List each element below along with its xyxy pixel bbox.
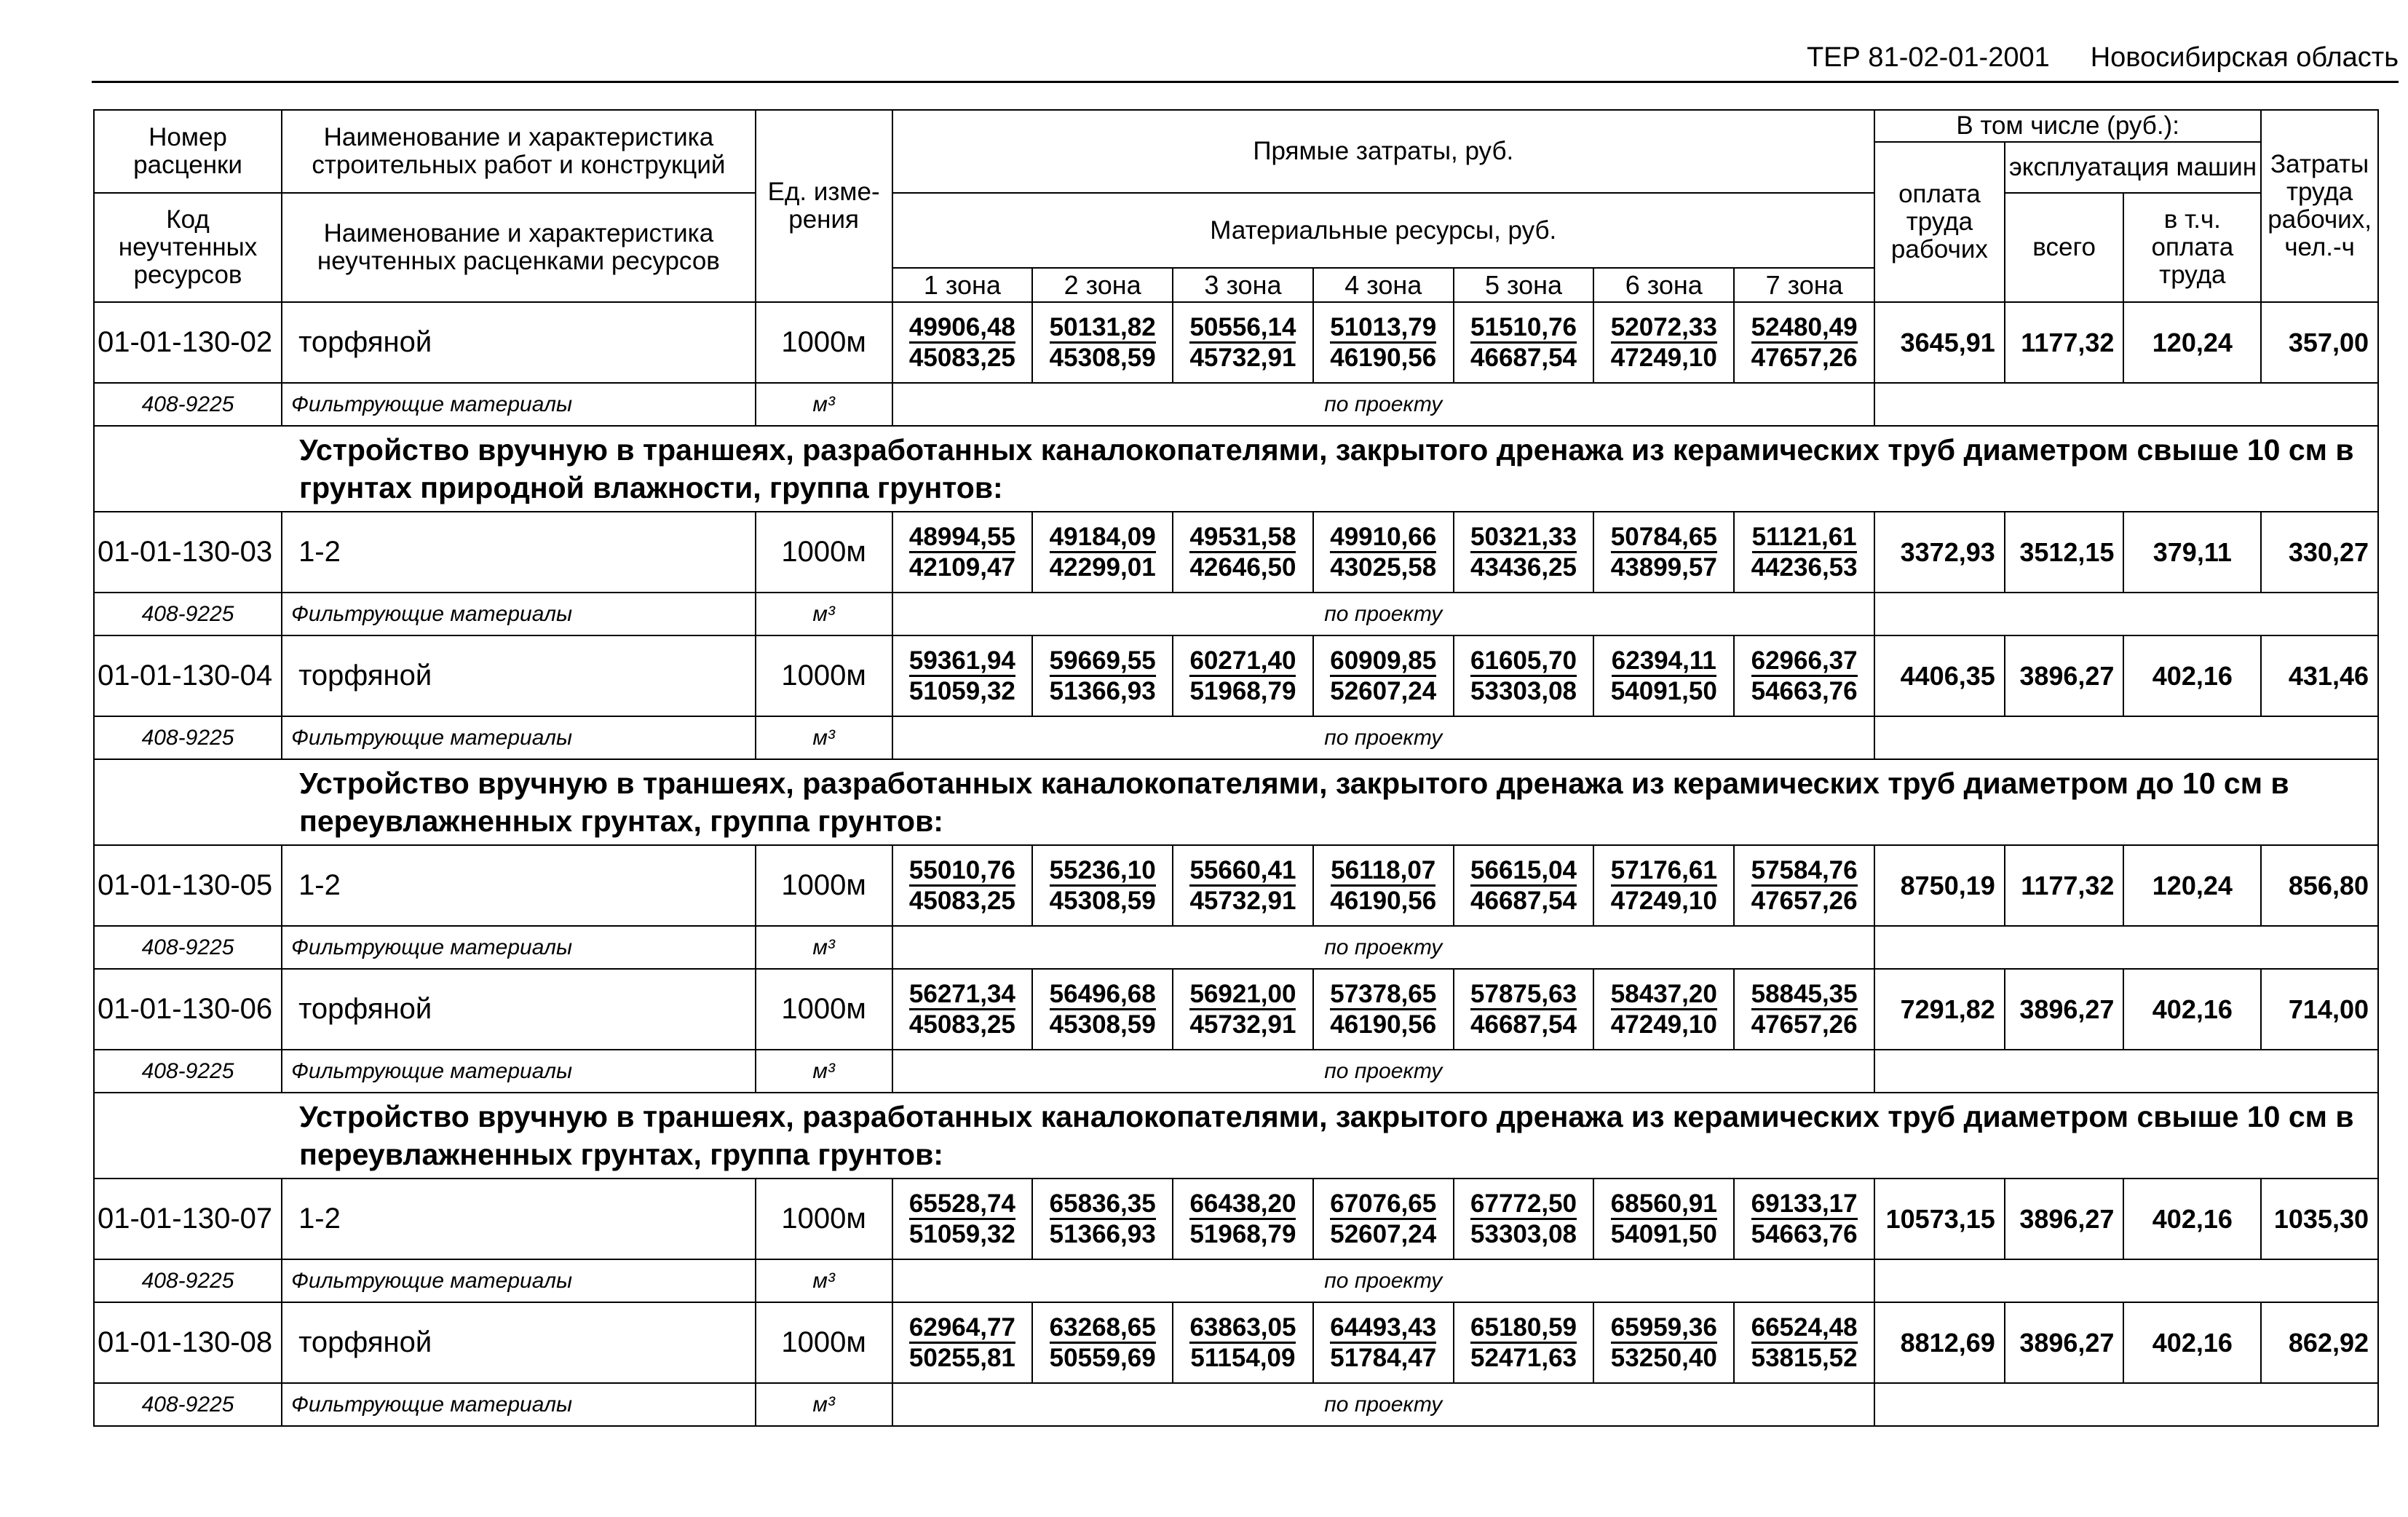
zone-price-cell: [1734, 302, 1874, 383]
material-cost-value: 42646,50: [1189, 553, 1296, 582]
zone-price-cell: [1032, 1179, 1173, 1259]
col-resource-code: Код неучтенных ресурсов: [94, 193, 282, 302]
unit: 1000м: [756, 635, 892, 716]
empty-cell: [1874, 1383, 2378, 1426]
unit: 1000м: [756, 512, 892, 593]
labor-hours-value: 862,92: [2261, 1302, 2378, 1383]
direct-cost-value: 57875,63: [1470, 981, 1577, 1010]
direct-cost-value: 56271,34: [909, 981, 1015, 1010]
zone-price-cell: [1734, 512, 1874, 593]
direct-cost-value: 64493,43: [1330, 1314, 1436, 1344]
col-machine-total: всего: [2005, 193, 2124, 302]
zone-price-cell: [892, 512, 1033, 593]
material-cost-value: 43025,58: [1330, 553, 1437, 582]
direct-cost-value: 55236,10: [1050, 857, 1156, 887]
direct-cost-value: 60271,40: [1189, 647, 1296, 677]
zone-header: 5 зона: [1454, 268, 1594, 302]
direct-cost-value: 57584,76: [1751, 857, 1858, 887]
direct-cost-value: 49184,09: [1050, 523, 1156, 553]
rate-row: [94, 845, 2378, 926]
resource-unit: м³: [756, 1050, 892, 1093]
empty-cell: [1874, 1259, 2378, 1302]
direct-cost-value: 55010,76: [909, 857, 1015, 887]
resource-unit: м³: [756, 593, 892, 635]
zone-price-cell: [1454, 1179, 1594, 1259]
material-cost-value: 47249,10: [1610, 1010, 1717, 1039]
resource-name: Фильтрующие материалы: [282, 1259, 756, 1302]
rate-row: [94, 1179, 2378, 1259]
rate-code: 01-01-130-05: [94, 845, 282, 926]
labor-hours-value: 330,27: [2261, 512, 2378, 593]
unit: 1000м: [756, 302, 892, 383]
rate-row: [94, 302, 2378, 383]
resource-name: Фильтрующие материалы: [282, 383, 756, 426]
zone-price-cell: [1173, 512, 1313, 593]
header-divider: [92, 81, 2399, 83]
material-cost-value: 47657,26: [1751, 887, 1858, 915]
zone-price-cell: [1734, 1179, 1874, 1259]
resource-name: Фильтрующие материалы: [282, 593, 756, 635]
direct-cost-value: 63268,65: [1050, 1314, 1156, 1344]
direct-cost-value: 58437,20: [1611, 981, 1717, 1010]
material-cost-value: 54091,50: [1610, 1220, 1717, 1248]
direct-cost-value: 58845,35: [1751, 981, 1858, 1010]
material-cost-value: 45308,59: [1049, 887, 1156, 915]
direct-cost-value: 63863,05: [1189, 1314, 1296, 1344]
document-code: ТЕР 81-02-01-2001: [1806, 42, 2050, 73]
col-work-name: Наименование и характеристика строительных работ и конструкций: [282, 110, 756, 193]
section-title: Устройство вручную в траншеях, разработанных каналокопателями, закрытого дренажа из керамических труб диаметром свыше 10 см в переувлажненных грунтах, группа грунтов:: [282, 1093, 2378, 1179]
direct-cost-value: 60909,85: [1330, 647, 1436, 677]
zone-header: 2 зона: [1032, 268, 1173, 302]
empty-cell: [1874, 593, 2378, 635]
direct-cost-value: 49531,58: [1189, 523, 1296, 553]
machine-labor-value: 402,16: [2123, 1179, 2261, 1259]
rates-table: [93, 109, 2379, 1427]
zone-price-cell: [1313, 1302, 1454, 1383]
resource-code: 408-9225: [94, 716, 282, 759]
work-name: торфяной: [282, 1302, 756, 1383]
labor-pay-value: 8812,69: [1874, 1302, 2005, 1383]
resource-unit: м³: [756, 1383, 892, 1426]
resource-row: [94, 383, 2378, 426]
labor-pay-value: 8750,19: [1874, 845, 2005, 926]
resource-row: [94, 593, 2378, 635]
material-cost-value: 51059,32: [908, 1220, 1015, 1248]
zone-price-cell: [892, 302, 1033, 383]
material-cost-value: 43899,57: [1610, 553, 1717, 582]
resource-note: по проекту: [892, 716, 1875, 759]
direct-cost-value: 59669,55: [1050, 647, 1156, 677]
labor-pay-value: 4406,35: [1874, 635, 2005, 716]
material-cost-value: 46687,54: [1470, 1010, 1577, 1039]
material-cost-value: 51366,93: [1049, 677, 1156, 705]
machine-labor-value: 402,16: [2123, 969, 2261, 1050]
direct-cost-value: 56118,07: [1331, 857, 1435, 887]
direct-cost-value: 66524,48: [1751, 1314, 1858, 1344]
resource-code: 408-9225: [94, 593, 282, 635]
resource-note: по проекту: [892, 383, 1875, 426]
resource-name: Фильтрующие материалы: [282, 926, 756, 969]
empty-cell: [1874, 1050, 2378, 1093]
zone-price-cell: [1032, 512, 1173, 593]
zone-price-cell: [1313, 635, 1454, 716]
direct-cost-value: 65180,59: [1470, 1314, 1577, 1344]
zone-price-cell: [1454, 845, 1594, 926]
zone-price-cell: [1454, 969, 1594, 1050]
region-name: Новосибирская область: [2090, 42, 2399, 73]
zone-price-cell: [1173, 969, 1313, 1050]
unit: 1000м: [756, 845, 892, 926]
resource-unit: м³: [756, 383, 892, 426]
direct-cost-value: 62964,77: [909, 1314, 1015, 1344]
resource-code: 408-9225: [94, 1259, 282, 1302]
resource-row: [94, 1050, 2378, 1093]
zone-price-cell: [1593, 512, 1734, 593]
material-cost-value: 45732,91: [1189, 344, 1296, 372]
resource-note: по проекту: [892, 593, 1875, 635]
labor-pay-value: 3372,93: [1874, 512, 2005, 593]
machine-labor-value: 120,24: [2123, 845, 2261, 926]
direct-cost-value: 67772,50: [1470, 1190, 1577, 1220]
empty-cell: [94, 426, 282, 512]
material-cost-value: 50559,69: [1049, 1344, 1156, 1372]
col-unit: Ед. изме-рения: [756, 110, 892, 302]
direct-cost-value: 50321,33: [1470, 523, 1577, 553]
resource-note: по проекту: [892, 1050, 1875, 1093]
material-cost-value: 53303,08: [1470, 1220, 1577, 1248]
zone-price-cell: [1032, 845, 1173, 926]
col-material-resources: Материальные ресурсы, руб.: [892, 193, 1875, 268]
zone-price-cell: [1173, 1179, 1313, 1259]
rate-code: 01-01-130-03: [94, 512, 282, 593]
resource-unit: м³: [756, 716, 892, 759]
resource-code: 408-9225: [94, 1050, 282, 1093]
labor-pay-value: 10573,15: [1874, 1179, 2005, 1259]
direct-cost-value: 52072,33: [1611, 314, 1717, 344]
unit: 1000м: [756, 1179, 892, 1259]
material-cost-value: 51968,79: [1189, 1220, 1296, 1248]
document-header: [1807, 42, 2399, 74]
col-machine-operation: эксплуатация машин: [2005, 142, 2261, 193]
empty-cell: [1874, 383, 2378, 426]
work-name: торфяной: [282, 969, 756, 1050]
machine-total-value: 3896,27: [2005, 635, 2124, 716]
direct-cost-value: 62966,37: [1751, 647, 1858, 677]
direct-cost-value: 59361,94: [909, 647, 1015, 677]
resource-name: Фильтрующие материалы: [282, 1050, 756, 1093]
direct-cost-value: 48994,55: [909, 523, 1015, 553]
direct-cost-value: 56496,68: [1050, 981, 1156, 1010]
unit: 1000м: [756, 969, 892, 1050]
resource-unit: м³: [756, 1259, 892, 1302]
material-cost-value: 53815,52: [1751, 1344, 1858, 1372]
zone-price-cell: [892, 969, 1033, 1050]
zone-price-cell: [1593, 969, 1734, 1050]
zone-price-cell: [1173, 635, 1313, 716]
zone-price-cell: [1593, 845, 1734, 926]
col-resource-name: Наименование и характеристика неучтенных расценками ресурсов: [282, 193, 756, 302]
rate-code: 01-01-130-06: [94, 969, 282, 1050]
empty-cell: [94, 1093, 282, 1179]
material-cost-value: 45083,25: [908, 887, 1015, 915]
machine-total-value: 3896,27: [2005, 1179, 2124, 1259]
zone-price-cell: [1734, 1302, 1874, 1383]
work-name: 1-2: [282, 845, 756, 926]
material-cost-value: 45308,59: [1049, 1010, 1156, 1039]
material-cost-value: 46687,54: [1470, 344, 1577, 372]
machine-total-value: 1177,32: [2005, 302, 2124, 383]
material-cost-value: 53303,08: [1470, 677, 1577, 705]
labor-hours-value: 1035,30: [2261, 1179, 2378, 1259]
zone-price-cell: [892, 1302, 1033, 1383]
direct-cost-value: 56615,04: [1470, 857, 1577, 887]
material-cost-value: 51366,93: [1049, 1220, 1156, 1248]
direct-cost-value: 57378,65: [1330, 981, 1436, 1010]
resource-row: [94, 716, 2378, 759]
machine-labor-value: 120,24: [2123, 302, 2261, 383]
resource-note: по проекту: [892, 1259, 1875, 1302]
material-cost-value: 54091,50: [1610, 677, 1717, 705]
material-cost-value: 50255,81: [908, 1344, 1015, 1372]
material-cost-value: 47657,26: [1751, 344, 1858, 372]
material-cost-value: 45732,91: [1189, 887, 1296, 915]
direct-cost-value: 50784,65: [1611, 523, 1717, 553]
direct-cost-value: 66438,20: [1189, 1190, 1296, 1220]
zone-price-cell: [1593, 302, 1734, 383]
zone-header: 1 зона: [892, 268, 1033, 302]
rate-code: 01-01-130-04: [94, 635, 282, 716]
direct-cost-value: 61605,70: [1470, 647, 1577, 677]
material-cost-value: 46687,54: [1470, 887, 1577, 915]
direct-cost-value: 65959,36: [1611, 1314, 1717, 1344]
material-cost-value: 45308,59: [1049, 344, 1156, 372]
direct-cost-value: 67076,65: [1330, 1190, 1436, 1220]
direct-cost-value: 50556,14: [1189, 314, 1296, 344]
zone-header: 7 зона: [1734, 268, 1874, 302]
direct-cost-value: 52480,49: [1751, 314, 1858, 344]
resource-code: 408-9225: [94, 926, 282, 969]
direct-cost-value: 65528,74: [909, 1190, 1015, 1220]
direct-cost-value: 51121,61: [1752, 523, 1857, 553]
resource-row: [94, 1259, 2378, 1302]
direct-cost-value: 68560,91: [1611, 1190, 1717, 1220]
material-cost-value: 47249,10: [1610, 887, 1717, 915]
rate-row: [94, 635, 2378, 716]
col-direct-costs: Прямые затраты, руб.: [892, 110, 1875, 193]
rate-row: [94, 512, 2378, 593]
resource-unit: м³: [756, 926, 892, 969]
zone-price-cell: [1313, 969, 1454, 1050]
labor-hours-value: 431,46: [2261, 635, 2378, 716]
resource-row: [94, 926, 2378, 969]
zone-price-cell: [1454, 1302, 1594, 1383]
work-name: торфяной: [282, 635, 756, 716]
col-rate-number: Номер расценки: [94, 110, 282, 193]
resource-code: 408-9225: [94, 1383, 282, 1426]
resource-row: [94, 1383, 2378, 1426]
zone-price-cell: [1593, 1302, 1734, 1383]
rate-row: [94, 969, 2378, 1050]
zone-header: 4 зона: [1313, 268, 1454, 302]
resource-name: Фильтрующие материалы: [282, 716, 756, 759]
zone-price-cell: [1454, 512, 1594, 593]
machine-total-value: 3896,27: [2005, 1302, 2124, 1383]
zone-price-cell: [1173, 1302, 1313, 1383]
rate-code: 01-01-130-07: [94, 1179, 282, 1259]
machine-labor-value: 402,16: [2123, 635, 2261, 716]
zone-price-cell: [1734, 969, 1874, 1050]
zone-price-cell: [1313, 1179, 1454, 1259]
col-including: В том числе (руб.):: [1874, 110, 2261, 142]
zone-header: 6 зона: [1593, 268, 1734, 302]
section-row: [94, 1093, 2378, 1179]
material-cost-value: 51059,32: [908, 677, 1015, 705]
zone-price-cell: [1032, 1302, 1173, 1383]
section-title: Устройство вручную в траншеях, разработанных каналокопателями, закрытого дренажа из керамических труб диаметром до 10 см в переувлажненных грунтах, группа грунтов:: [282, 759, 2378, 845]
zone-price-cell: [1454, 635, 1594, 716]
material-cost-value: 46190,56: [1330, 344, 1437, 372]
zone-price-cell: [1454, 302, 1594, 383]
zone-price-cell: [1173, 302, 1313, 383]
material-cost-value: 54663,76: [1751, 677, 1858, 705]
empty-cell: [94, 759, 282, 845]
section-title: Устройство вручную в траншеях, разработанных каналокопателями, закрытого дренажа из керамических труб диаметром свыше 10 см в грунтах природной влажности, группа грунтов:: [282, 426, 2378, 512]
direct-cost-value: 55660,41: [1189, 857, 1296, 887]
zone-price-cell: [1734, 845, 1874, 926]
material-cost-value: 52471,63: [1470, 1344, 1577, 1372]
material-cost-value: 47657,26: [1751, 1010, 1858, 1039]
direct-cost-value: 65836,35: [1050, 1190, 1156, 1220]
zone-price-cell: [1032, 302, 1173, 383]
labor-hours-value: 714,00: [2261, 969, 2378, 1050]
machine-total-value: 1177,32: [2005, 845, 2124, 926]
material-cost-value: 44236,53: [1751, 553, 1858, 582]
resource-name: Фильтрующие материалы: [282, 1383, 756, 1426]
empty-cell: [1874, 926, 2378, 969]
work-name: торфяной: [282, 302, 756, 383]
labor-hours-value: 856,80: [2261, 845, 2378, 926]
zone-price-cell: [1313, 845, 1454, 926]
rate-code: 01-01-130-08: [94, 1302, 282, 1383]
material-cost-value: 53250,40: [1610, 1344, 1717, 1372]
material-cost-value: 54663,76: [1751, 1220, 1858, 1248]
material-cost-value: 45732,91: [1189, 1010, 1296, 1039]
machine-total-value: 3512,15: [2005, 512, 2124, 593]
material-cost-value: 52607,24: [1330, 1220, 1437, 1248]
machine-total-value: 3896,27: [2005, 969, 2124, 1050]
col-labor-hours: Затраты труда рабочих, чел.-ч: [2261, 110, 2378, 302]
material-cost-value: 46190,56: [1330, 887, 1437, 915]
section-row: [94, 759, 2378, 845]
material-cost-value: 47249,10: [1610, 344, 1717, 372]
material-cost-value: 51154,09: [1190, 1344, 1296, 1372]
direct-cost-value: 50131,82: [1050, 314, 1156, 344]
machine-labor-value: 402,16: [2123, 1302, 2261, 1383]
zone-price-cell: [1313, 302, 1454, 383]
direct-cost-value: 51013,79: [1330, 314, 1436, 344]
material-cost-value: 51968,79: [1189, 677, 1296, 705]
resource-note: по проекту: [892, 926, 1875, 969]
direct-cost-value: 51510,76: [1470, 314, 1577, 344]
material-cost-value: 46190,56: [1330, 1010, 1437, 1039]
work-name: 1-2: [282, 512, 756, 593]
material-cost-value: 45083,25: [908, 344, 1015, 372]
material-cost-value: 43436,25: [1470, 553, 1577, 582]
labor-hours-value: 357,00: [2261, 302, 2378, 383]
zone-price-cell: [1593, 635, 1734, 716]
direct-cost-value: 57176,61: [1611, 857, 1717, 887]
zone-price-cell: [1173, 845, 1313, 926]
section-row: [94, 426, 2378, 512]
material-cost-value: 51784,47: [1330, 1344, 1437, 1372]
direct-cost-value: 69133,17: [1751, 1190, 1858, 1220]
rate-code: 01-01-130-02: [94, 302, 282, 383]
col-labor-pay: оплата труда рабочих: [1874, 142, 2005, 302]
direct-cost-value: 62394,11: [1612, 647, 1716, 677]
zone-price-cell: [1593, 1179, 1734, 1259]
unit: 1000м: [756, 1302, 892, 1383]
rate-row: [94, 1302, 2378, 1383]
zone-header: 3 зона: [1173, 268, 1313, 302]
labor-pay-value: 3645,91: [1874, 302, 2005, 383]
col-machine-labor: в т.ч. оплата труда: [2123, 193, 2261, 302]
resource-note: по проекту: [892, 1383, 1875, 1426]
machine-labor-value: 379,11: [2123, 512, 2261, 593]
labor-pay-value: 7291,82: [1874, 969, 2005, 1050]
material-cost-value: 42299,01: [1049, 553, 1156, 582]
zone-price-cell: [892, 845, 1033, 926]
direct-cost-value: 56921,00: [1189, 981, 1296, 1010]
zone-price-cell: [1032, 635, 1173, 716]
zone-price-cell: [892, 1179, 1033, 1259]
material-cost-value: 42109,47: [908, 553, 1015, 582]
zone-price-cell: [1734, 635, 1874, 716]
material-cost-value: 52607,24: [1330, 677, 1437, 705]
resource-code: 408-9225: [94, 383, 282, 426]
zone-price-cell: [1313, 512, 1454, 593]
material-cost-value: 45083,25: [908, 1010, 1015, 1039]
work-name: 1-2: [282, 1179, 756, 1259]
zone-price-cell: [1032, 969, 1173, 1050]
direct-cost-value: 49906,48: [909, 314, 1015, 344]
zone-price-cell: [892, 635, 1033, 716]
direct-cost-value: 49910,66: [1330, 523, 1436, 553]
empty-cell: [1874, 716, 2378, 759]
